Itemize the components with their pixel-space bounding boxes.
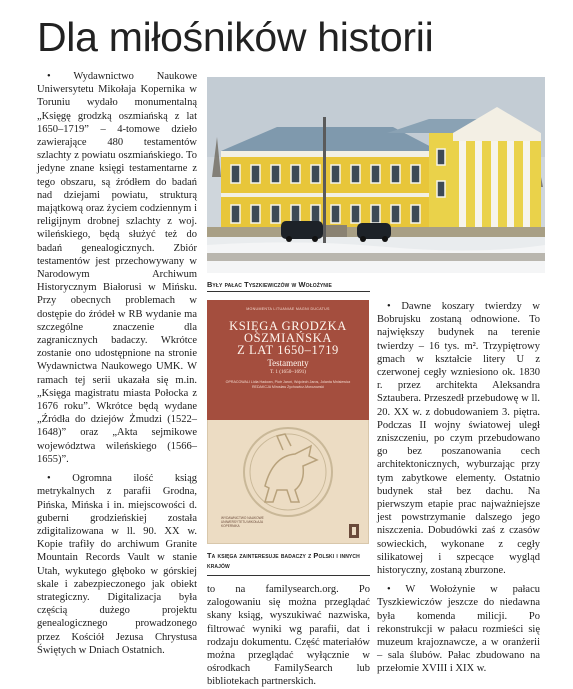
publisher-logo-icon (349, 524, 359, 538)
palace-photo (207, 77, 545, 273)
book-title-line: Z LAT 1650–1719 (237, 343, 339, 357)
photo-caption: Były pałac Tyszkiewiczów w Wołożynie (207, 280, 332, 289)
book-caption: Ta księga zainteresuje badaczy z Polski i innych krajów (207, 551, 360, 570)
continued-text: to na familysearch.org. Po zalogowaniu się można przeglądać skany ksiąg, wyszukiwać nazwiska, filtrować wyniki wg parafii, dat i rodzaju dokumentu. Część materiałów można przeglądać wyłącznie w ośrodkach FamilySearch lub bibliotekach partnerskich. (207, 584, 370, 688)
article-column-left (37, 70, 197, 669)
seal-icon (225, 416, 351, 521)
news-item-wolozyn: • W Wołożynie w pałacu Tyszkiewiczów jeszcze do niedawna była komenda milicji. Po rekonstrukcji w pałacu rozmieści się muzeum krajoznawcze, a w oranżerii – sala ślubów. Pałac zbudowano na przełomie XVIII i XIX w. (377, 584, 540, 675)
book-volume: T. 1 (1650–1691) (269, 369, 307, 375)
article-column-middle-continuation (207, 583, 370, 688)
book-title (211, 320, 365, 356)
article-column-right (377, 300, 540, 675)
page-title: Dla miłośników historii (37, 14, 434, 60)
book-subtitle: Testamenty (267, 358, 309, 368)
news-item-bobruisk: • Dawne koszary twierdzy w Bobrujsku zostaną odnowione. To największy budynek na terenie twierdzy – 16 tys. m². Trzypiętrowy gmach w kształcie litery U z czerwonej cegły wzniesiono ok. 1830 r. przez architekta Aleksandra Sztaubera. Przeszedł przebudowę w ll. 20. XX w. z dobudowaniem 3. piętra. Podczas II wojny światowej uległ zniszczeniu, po czym przebudowano go bez poszanowania cech architektonicznych, wyburzając przy tym zabytkowe elementy. Ostatnio budynek stał bez dachu. Na pierwszym etapie prac najważniejsze jest powstrzymanie dalszego jego niszczenia. Dobudówki zaś z czasów sowieckich, wykonane z cegły silikatowej i szpecące wygląd historyczny, zostaną zburzone. (377, 301, 540, 577)
news-item-parish-books: • Ogromna ilość ksiąg metrykalnych z parafii Grodna, Pińska, Mińska i in. miejscowości d. guberni grodzieńskiej została zdigitalizowana w ll. 90. XX w. Kopie trafiły do archiwum Granite Mountain Records Vault w stanie Utah, wykutego głęboko w górskiej skale i zabezpieczonego jak obiekt strategiczny. Digitalizacja była częścią dużego projektu genealogicznego prowadzonego przez Kościół Jezusa Chrystusa Świętych w Dniach Ostatnich. (37, 473, 197, 656)
book-title-line: OSZMIAŃSKA (244, 331, 332, 345)
book-publisher: WYDAWNICTWO NAUKOWE UNIWERSYTETU MIKOŁAJA KOPERNIKA (221, 516, 264, 529)
book-title-line: KSIĘGA GRODZKA (229, 319, 347, 333)
book-editors: OPRACOWALI Lidia Hadown, Piotr Jaroń, Wojciech Jaros, Jolanta Mnisiewicz REDAKCJA Mirosław Zychowicz-Morozowski (225, 380, 351, 390)
caption-rule (207, 575, 370, 576)
book-series: MONUMENTA LITUANIAE MAGNI DUCATUS (246, 307, 330, 311)
news-item-publishing: • Wydawnictwo Naukowe Uniwersytetu Mikołaja Kopernika w Toruniu wydało monumentalną „Księgę grodzką oszmiańską z lat 1650–1719” – 4-tomowe dzieło zawierające 480 testamentów szlachty z powiatu oszmiańskiego. To jedyne znane księgi testamentarne z tego obszaru, są źródłem do badań nad dziejami powiatu, strukturą majątkową oraz życiem codziennym i religijnym drobnej szlachty z woj. wileńskiego, będą służyć też do badań genealogicznych. Zbiór testamentów jest przechowywany w Narodowym Archiwum Historycznym Białorusi w Mińsku. Przy obecnych problemach w dostępie do źródeł w RB wydanie ma szczególne znaczenie dla zagranicznych badaczy. Wkrótce zostanie ono udostępnione na stronie Wydawnictwa Naukowego UMK. W ramach tej serii ukazała się m.in. „Księga magistratu miasta Połocka z 1676 roku”. Wkrótce będą wydane „Źródła do dziejów Żmudzi (1522–1648)” oraz „Akta sejmikowe województwa wileńskiego (1566–1655)”. (37, 71, 197, 465)
caption-rule (207, 291, 370, 292)
book-cover (207, 300, 369, 544)
